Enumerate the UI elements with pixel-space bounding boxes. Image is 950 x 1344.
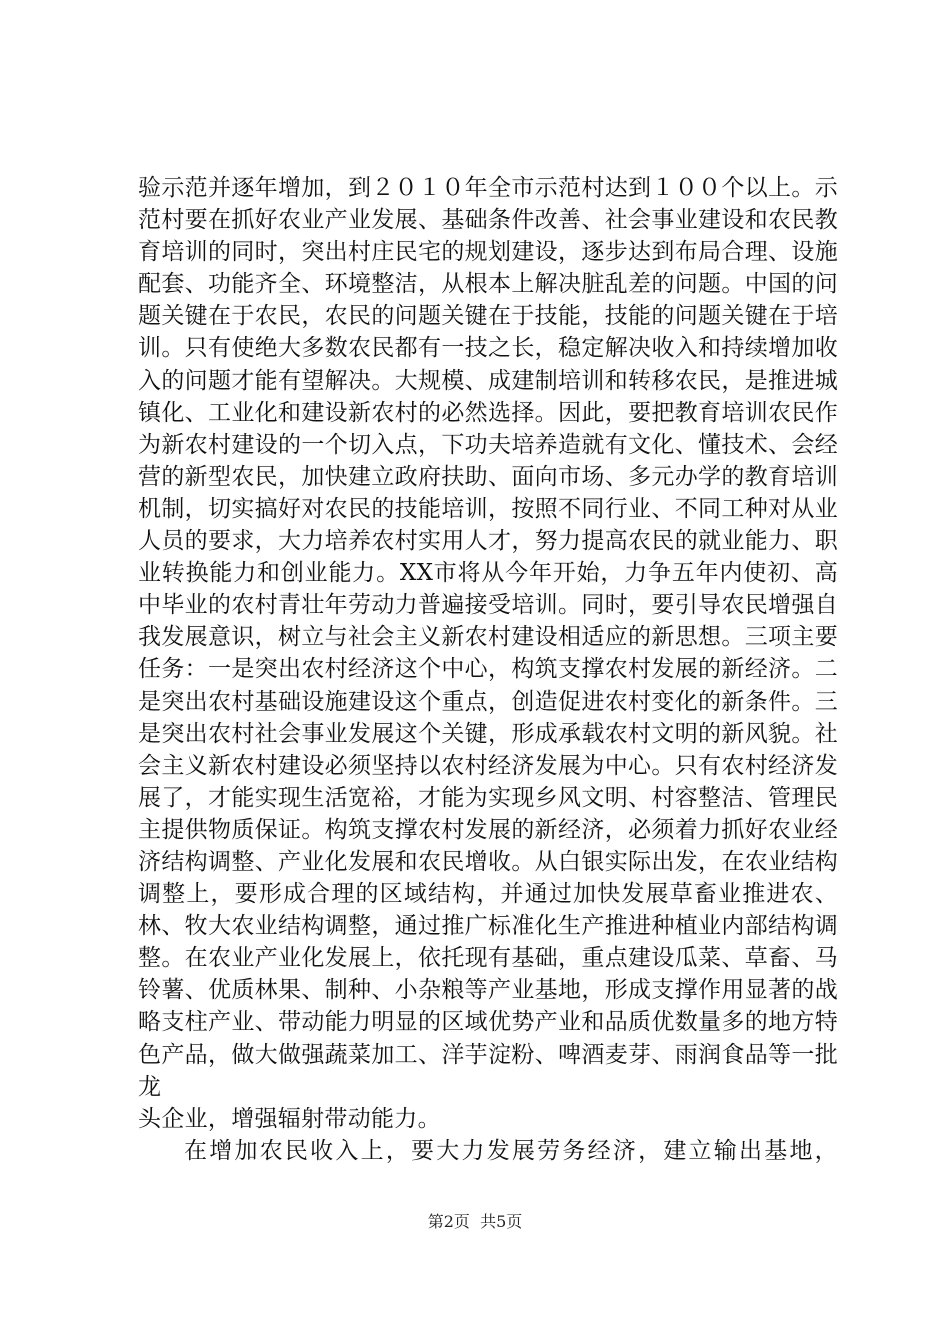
paragraph-main-tail: 头企业，增强辐射带动能力。 [138,1105,441,1132]
paragraph-main [138,172,838,1135]
page-footer [0,1212,950,1232]
page-number: 第2页 [427,1212,470,1231]
page-total: 共5页 [480,1212,523,1231]
footer-spacer [470,1212,480,1231]
paragraph-next: 在增加农民收入上，要大力发展劳务经济，建立输出基地， [184,1137,838,1164]
paragraph-main-text: 验示范并逐年增加，到２０１０年全市示范村达到１００个以上。示范村要在抓好农业产业发展、基础条件改善、社会事业建设和农民教育培训的同时，突出村庄民宅的规划建设，逐步达到布局合理、设施配套、功能齐全、环境整洁，从根本上解决脏乱差的问题。中国的问题关键在于农民，农民的问题关键在于技能，技能的问题关键在于培训。只有使绝大多数农民都有一技之长，稳定解决收入和持续增加收入的问题才能有望解决。大规模、成建制培训和转移农民，是推进城镇化、工业化和建设新农村的必然选择。因此，要把教育培训农民作为新农村建设的一个切入点，下功夫培养造就有文化、懂技术、会经营的新型农民，加快建立政府扶助、面向市场、多元办学的教育培训机制，切实搞好对农民的技能培训，按照不同行业、不同工种对从业人员的要求，大力培养农村实用人才，努力提高农民的就业能力、职业转换能力和创业能力。XX市将从今年开始，力争五年内使初、高中毕业的农村青壮年劳动力普遍接受培训。同时，要引导农民增强自我发展意识，树立与社会主义新农村建设相适应的新思想。三项主要任务：一是突出农村经济这个中心，构筑支撑农村发展的新经济。二是突出农村基础设施建设这个重点，创造促进农村变化的新条件。三是突出农村社会事业发展这个关键，形成承载农村文明的新风貌。社会主义新农村建设必须坚持以农村经济发展为中心。只有农村经济发展了，才能实现生活宽裕，才能为实现乡风文明、村容整洁、管理民主提供物质保证。构筑支撑农村发展的新经济，必须着力抓好农业经济结构调整、产业化发展和农民增收。从白银实际出发，在农业结构调整上，要形成合理的区域结构，并通过加快发展草畜业推进农、林、牧大农业结构调整，通过推广标准化生产推进种植业内部结构调整。在农业产业化发展上，依托现有基础，重点建设瓜菜、草畜、马铃薯、优质林果、制种、小杂粮等产业基地，形成支撑作用显著的战略支柱产业、带动能力明显的区域优势产业和品质优数量多的地方特色产品，做大做强蔬菜加工、洋芋淀粉、啤酒麦芽、雨润食品等一批龙 [138,175,838,1100]
document-body [138,172,838,1167]
